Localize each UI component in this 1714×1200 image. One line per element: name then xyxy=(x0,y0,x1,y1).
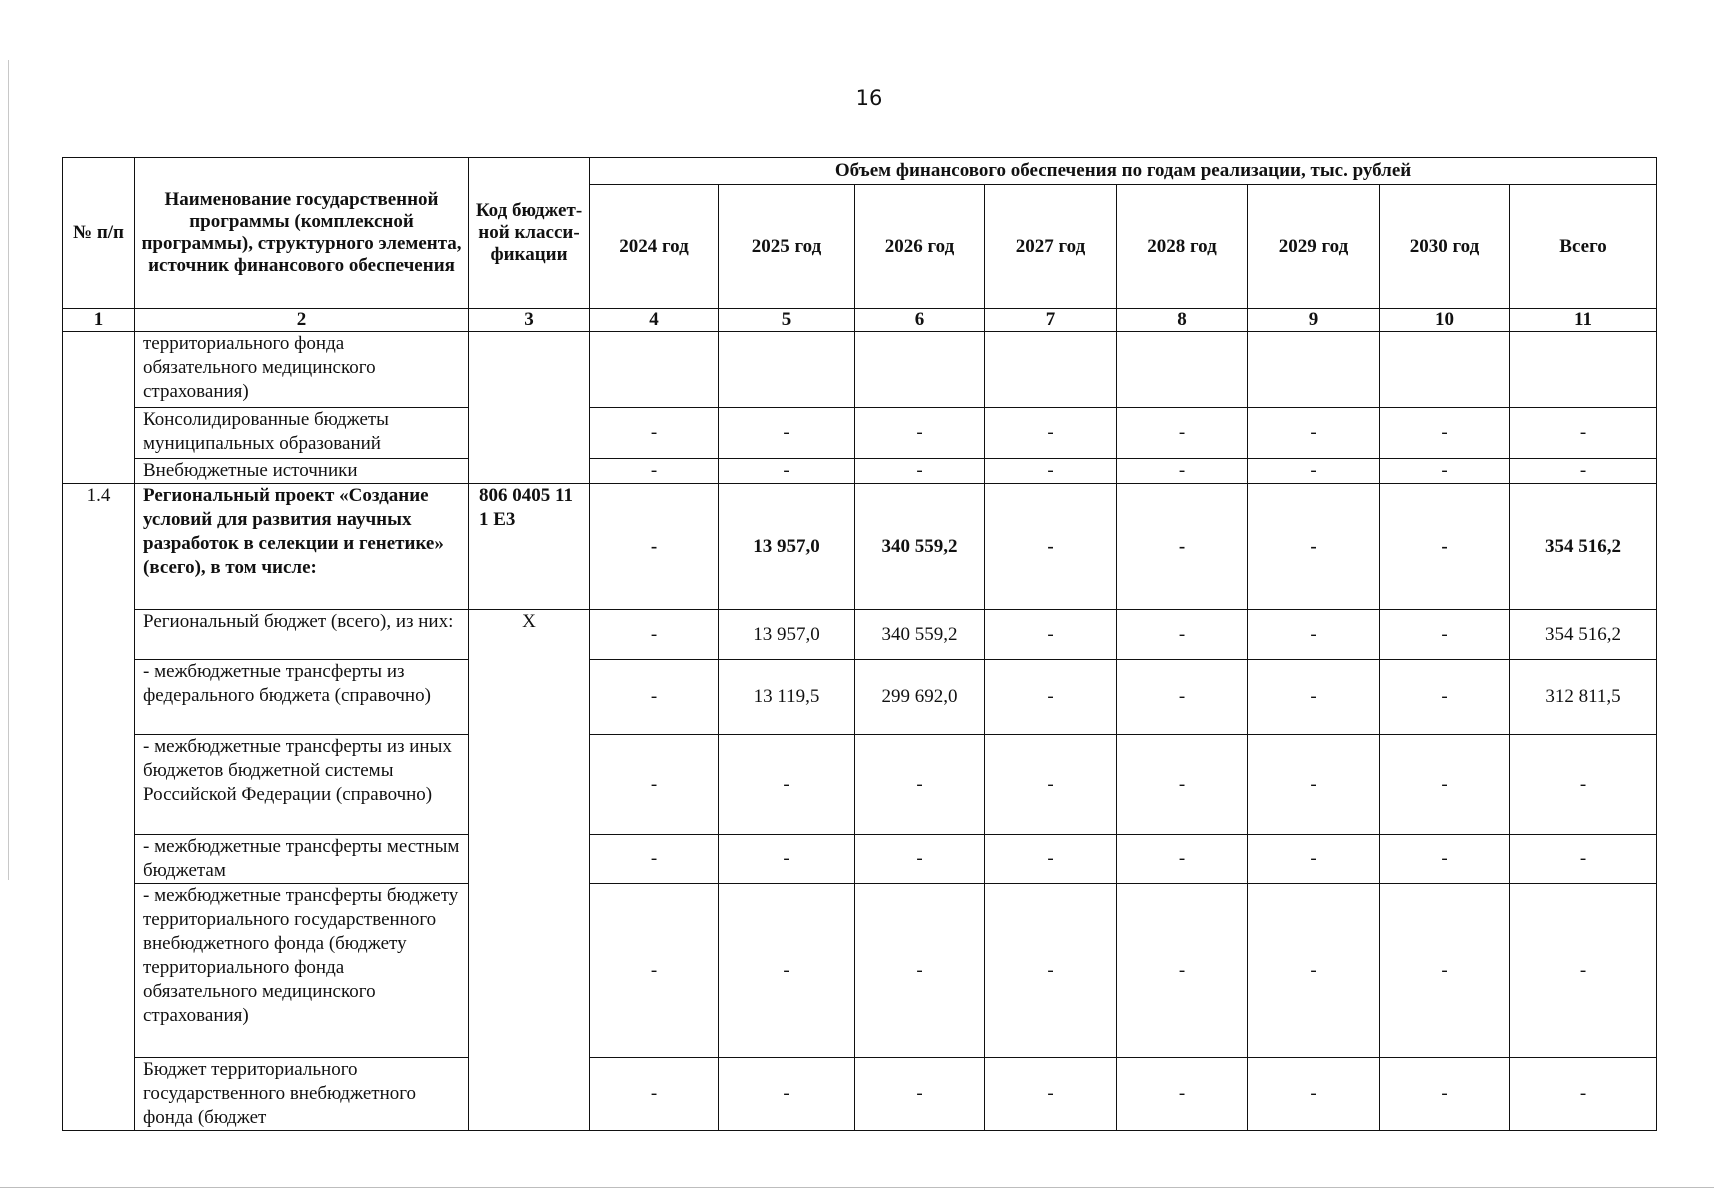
row-value: - xyxy=(590,484,719,610)
budget-table xyxy=(62,157,1657,1131)
header-name: Наименование государственной программы (комплексной программы), структурного элемента, источник финансового обеспечения xyxy=(135,158,469,309)
row-value: - xyxy=(590,835,719,884)
row-name: Консолидированные бюджеты муниципальных образований xyxy=(135,408,469,459)
table-row xyxy=(63,408,1657,459)
row-value xyxy=(590,332,719,408)
header-year: 2026 год xyxy=(855,185,985,309)
row-value: 13 957,0 xyxy=(719,484,855,610)
page-number: 16 xyxy=(855,86,883,110)
row-value: - xyxy=(1380,610,1510,660)
header-num: № п/п xyxy=(63,158,135,309)
row-value: - xyxy=(985,408,1117,459)
row-value: 13 957,0 xyxy=(719,610,855,660)
row-value xyxy=(1248,332,1380,408)
row-value xyxy=(855,332,985,408)
row-code: X xyxy=(469,610,590,1131)
row-total: - xyxy=(1510,1058,1657,1131)
row-value: - xyxy=(1380,1058,1510,1131)
row-value: - xyxy=(590,1058,719,1131)
row-value: - xyxy=(855,459,985,484)
row-value: - xyxy=(590,735,719,835)
table-row xyxy=(63,1058,1657,1131)
row-value: - xyxy=(985,484,1117,610)
row-value: 299 692,0 xyxy=(855,660,985,735)
column-index: 10 xyxy=(1380,309,1510,332)
row-value: - xyxy=(1380,735,1510,835)
table-row xyxy=(63,835,1657,884)
row-value: - xyxy=(1117,835,1248,884)
table-row xyxy=(63,660,1657,735)
row-value: - xyxy=(1117,660,1248,735)
row-value: - xyxy=(1380,660,1510,735)
row-value: - xyxy=(855,408,985,459)
row-value: - xyxy=(1117,884,1248,1058)
row-value: - xyxy=(590,408,719,459)
column-index: 7 xyxy=(985,309,1117,332)
row-value: - xyxy=(719,1058,855,1131)
row-name: Внебюджетные источники xyxy=(135,459,469,484)
table-row xyxy=(63,459,1657,484)
table-row xyxy=(63,332,1657,408)
header-total: Всего xyxy=(1510,185,1657,309)
header-year: 2030 год xyxy=(1380,185,1510,309)
table-row xyxy=(63,884,1657,1058)
row-value: - xyxy=(1117,1058,1248,1131)
header-year: 2027 год xyxy=(985,185,1117,309)
row-name: Региональный проект «Создание условий для развития научных разработок в селекции и генетике» (всего), в том числе: xyxy=(135,484,469,610)
table-row xyxy=(63,610,1657,660)
row-value: - xyxy=(1117,735,1248,835)
row-value: - xyxy=(719,884,855,1058)
row-value: - xyxy=(985,459,1117,484)
row-total: - xyxy=(1510,735,1657,835)
row-value: - xyxy=(1248,610,1380,660)
row-name: - межбюджетные трансферты местным бюджетам xyxy=(135,835,469,884)
row-name: - межбюджетные трансферты из иных бюджетов бюджетной системы Российской Федерации (справочно) xyxy=(135,735,469,835)
row-value: - xyxy=(985,660,1117,735)
row-total: - xyxy=(1510,884,1657,1058)
row-total: - xyxy=(1510,459,1657,484)
row-value: - xyxy=(590,610,719,660)
scan-edge-line xyxy=(0,1187,1714,1188)
column-index: 8 xyxy=(1117,309,1248,332)
row-value: 340 559,2 xyxy=(855,484,985,610)
row-value: - xyxy=(719,459,855,484)
column-index: 3 xyxy=(469,309,590,332)
row-value: - xyxy=(855,1058,985,1131)
table-row xyxy=(63,484,1657,610)
row-total xyxy=(1510,332,1657,408)
row-value: - xyxy=(1380,835,1510,884)
row-value xyxy=(719,332,855,408)
row-number xyxy=(63,332,135,484)
header-year: 2029 год xyxy=(1248,185,1380,309)
row-value: - xyxy=(590,459,719,484)
header-year: 2024 год xyxy=(590,185,719,309)
header-code: Код бюджет-ной класси-фикации xyxy=(469,158,590,309)
row-total: 312 811,5 xyxy=(1510,660,1657,735)
table-row xyxy=(63,735,1657,835)
row-value: - xyxy=(1248,1058,1380,1131)
row-value: 340 559,2 xyxy=(855,610,985,660)
column-index: 9 xyxy=(1248,309,1380,332)
row-value: - xyxy=(855,735,985,835)
row-value: - xyxy=(1380,459,1510,484)
header-year: 2028 год xyxy=(1117,185,1248,309)
row-code xyxy=(469,332,590,484)
row-value: - xyxy=(985,884,1117,1058)
column-index: 6 xyxy=(855,309,985,332)
row-value xyxy=(1117,332,1248,408)
row-value: 13 119,5 xyxy=(719,660,855,735)
row-name: Региональный бюджет (всего), из них: xyxy=(135,610,469,660)
row-value: - xyxy=(1380,408,1510,459)
row-name: Бюджет территориального государственного внебюджетного фонда (бюджет xyxy=(135,1058,469,1131)
row-number: 1.4 xyxy=(63,484,135,1131)
column-index: 5 xyxy=(719,309,855,332)
row-value: - xyxy=(985,735,1117,835)
row-value: - xyxy=(1248,484,1380,610)
row-value: - xyxy=(1248,835,1380,884)
row-value: - xyxy=(985,1058,1117,1131)
row-total: - xyxy=(1510,408,1657,459)
row-value: - xyxy=(985,610,1117,660)
row-value: - xyxy=(590,660,719,735)
row-name: - межбюджетные трансферты из федерального бюджета (справочно) xyxy=(135,660,469,735)
column-index: 4 xyxy=(590,309,719,332)
column-index: 2 xyxy=(135,309,469,332)
row-value: - xyxy=(1117,484,1248,610)
row-value xyxy=(985,332,1117,408)
column-index: 1 xyxy=(63,309,135,332)
column-index: 11 xyxy=(1510,309,1657,332)
row-value: - xyxy=(719,735,855,835)
header-volume: Объем финансового обеспечения по годам реализации, тыс. рублей xyxy=(590,158,1657,185)
row-code: 806 0405 11 1 E3 xyxy=(469,484,590,610)
row-value: - xyxy=(1248,735,1380,835)
row-total: 354 516,2 xyxy=(1510,484,1657,610)
row-value: - xyxy=(1380,484,1510,610)
row-value: - xyxy=(719,408,855,459)
row-value: - xyxy=(1117,610,1248,660)
scan-edge-line xyxy=(8,60,9,880)
row-value: - xyxy=(1248,884,1380,1058)
row-value: - xyxy=(855,835,985,884)
row-value: - xyxy=(1117,408,1248,459)
row-total: - xyxy=(1510,835,1657,884)
row-value: - xyxy=(719,835,855,884)
row-total: 354 516,2 xyxy=(1510,610,1657,660)
row-value: - xyxy=(855,884,985,1058)
row-value: - xyxy=(985,835,1117,884)
row-name: - межбюджетные трансферты бюджету территориального государственного внебюджетного фонда (бюджету территориального фонда обязательного медицинского страхования) xyxy=(135,884,469,1058)
row-value xyxy=(1380,332,1510,408)
row-value: - xyxy=(1380,884,1510,1058)
row-value: - xyxy=(1248,408,1380,459)
header-year: 2025 год xyxy=(719,185,855,309)
column-index-row xyxy=(63,309,1657,332)
row-value: - xyxy=(1248,459,1380,484)
row-value: - xyxy=(590,884,719,1058)
row-name: территориального фонда обязательного медицинского страхования) xyxy=(135,332,469,408)
row-value: - xyxy=(1248,660,1380,735)
row-value: - xyxy=(1117,459,1248,484)
